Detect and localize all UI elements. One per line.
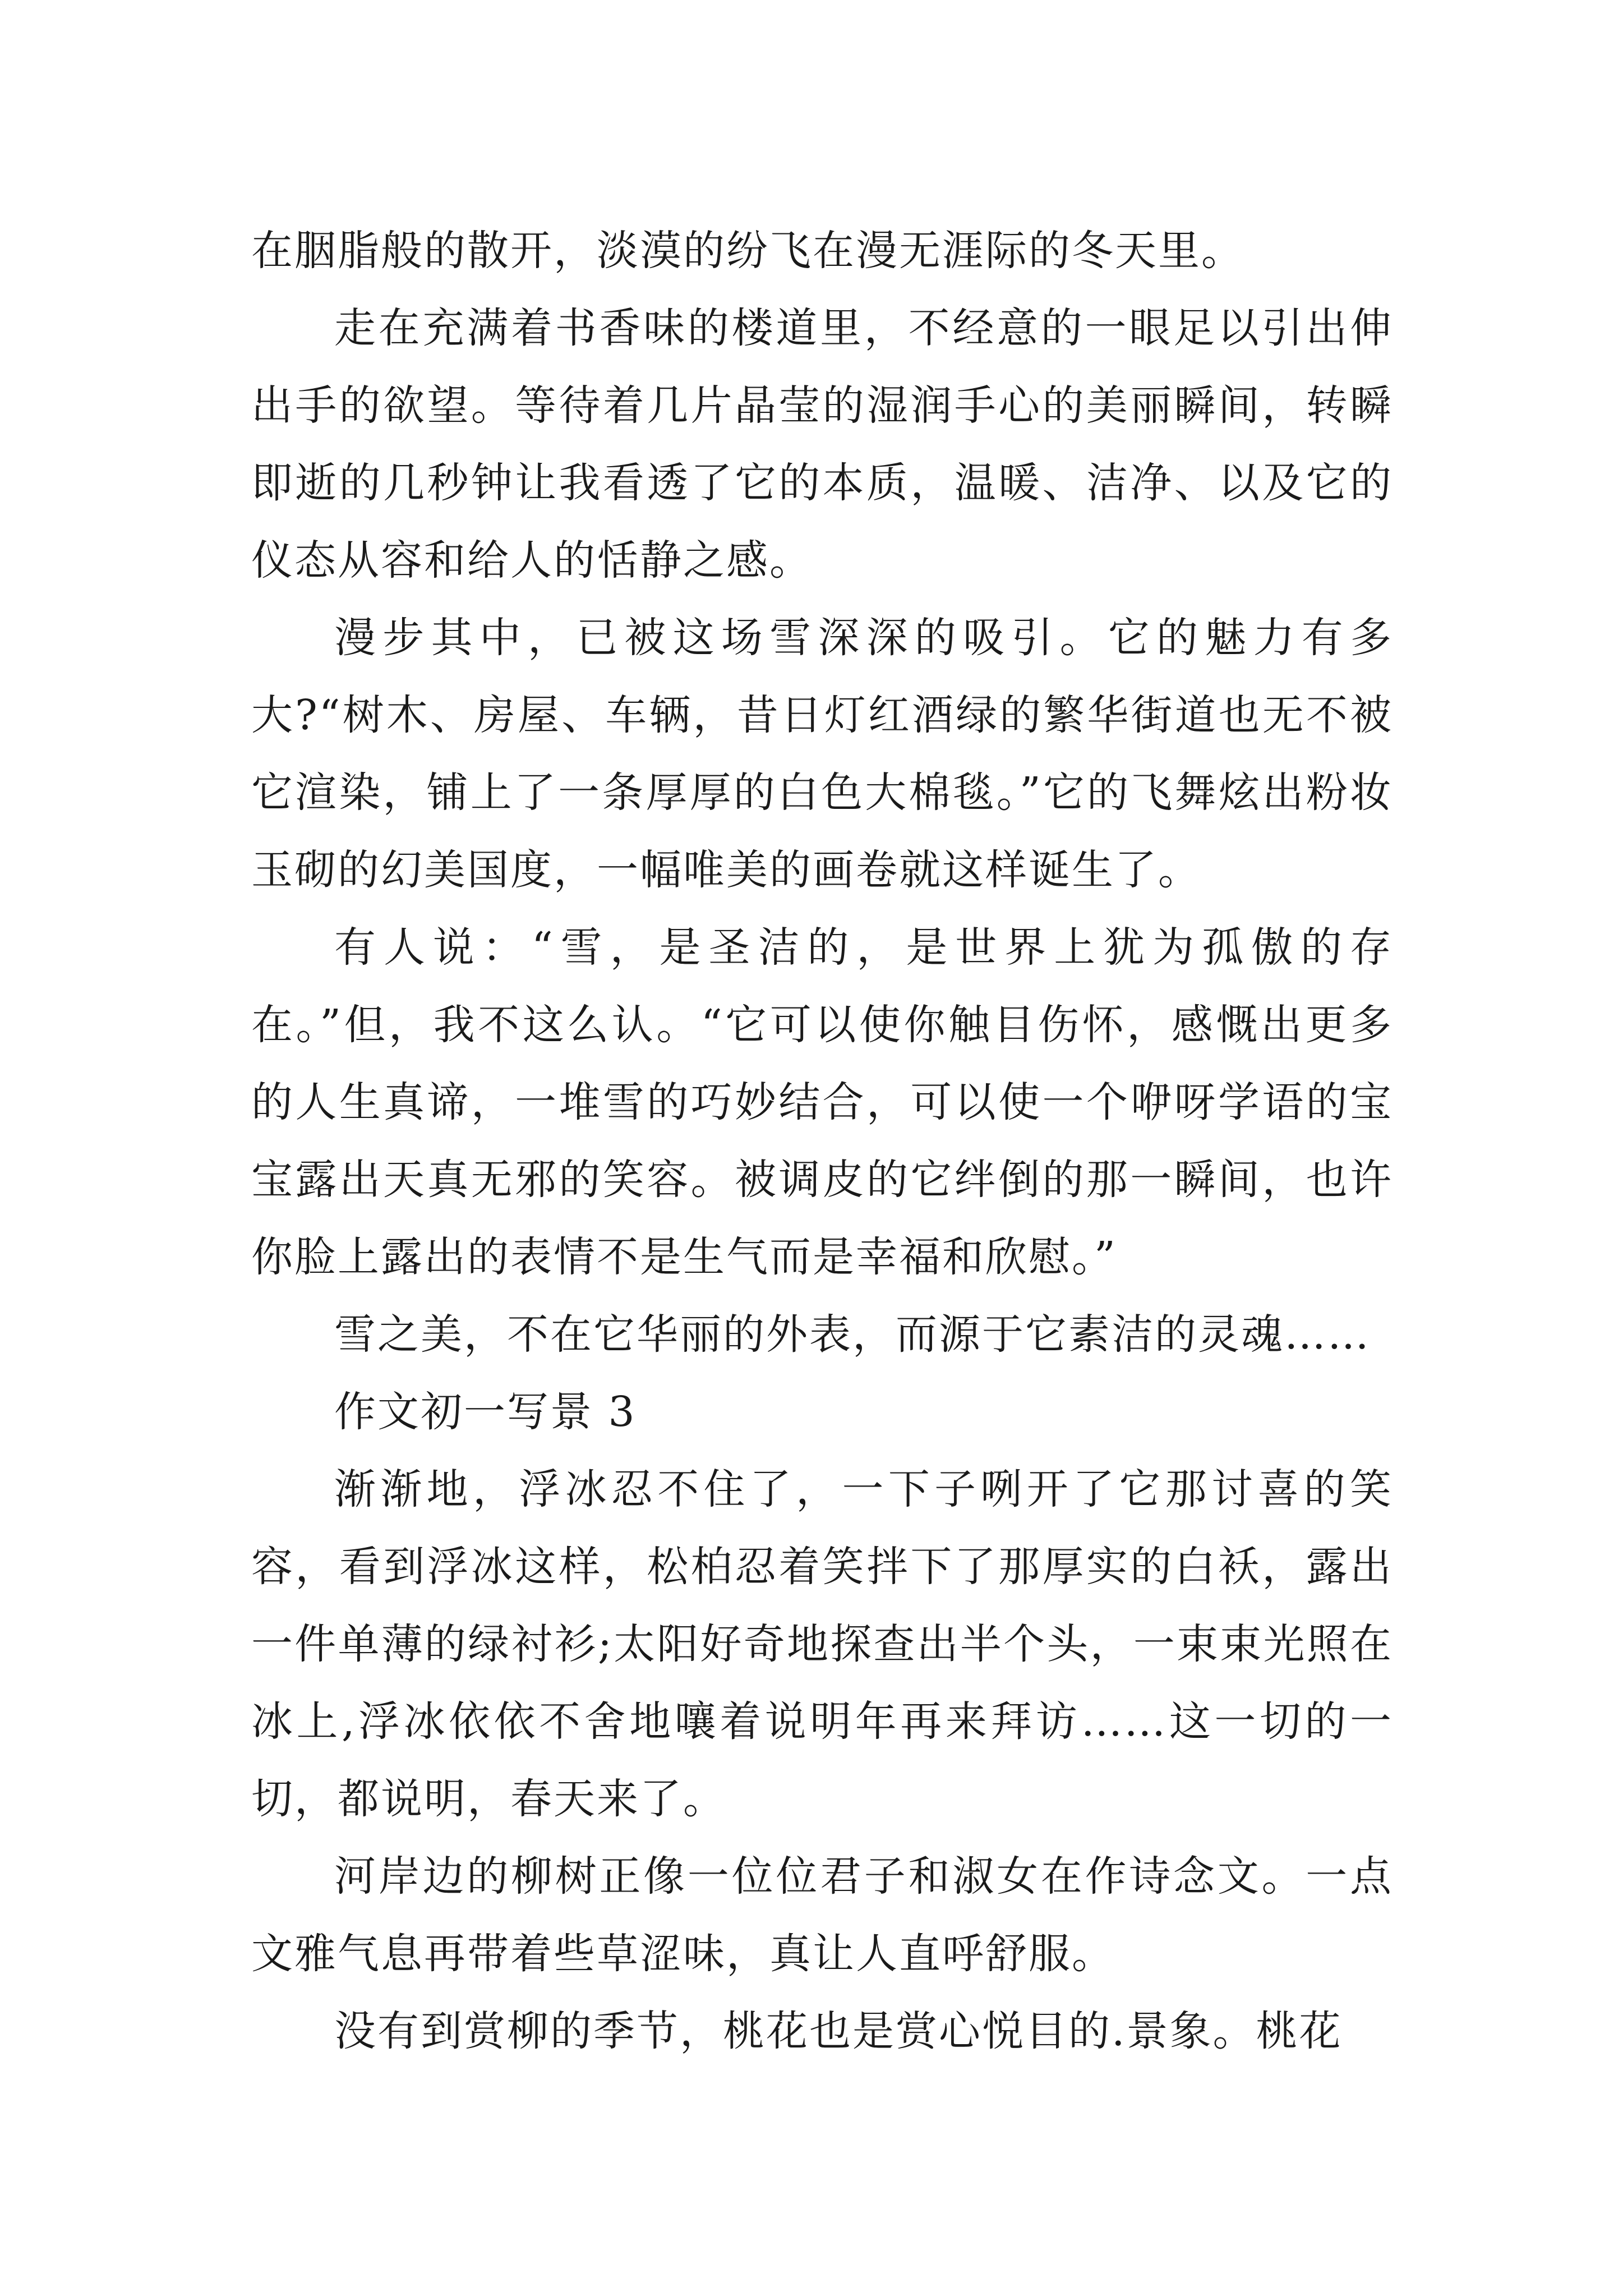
paragraph: 河岸边的柳树正像一位位君子和淑女在作诗念文。一点文雅气息再带着些草涩味，真让人直呼舒服。 <box>251 1852 1393 1978</box>
paragraph: 渐渐地，浮冰忍不住了，一下子咧开了它那讨喜的笑容，看到浮冰这样，松柏忍着笑拌下了那厚实的白袄，露出一件单薄的绿衬衫;太阳好奇地探查出半个头，一束束光照在冰上,浮冰依依不舍地嚷着说明年再来拜访……这一切的一切，都说明，春天来了。 <box>251 1465 1393 1823</box>
section-heading: 作文初一写景 3 <box>334 1388 637 1436</box>
paragraph: 没有到赏柳的季节，桃花也是赏心悦目的.景象。桃花 <box>334 2007 1343 2055</box>
paragraph: 在胭脂般的散开，淡漠的纷飞在漫无涯际的冬天里。 <box>251 227 1244 275</box>
paragraph: 有人说：“雪，是圣洁的，是世界上犹为孤傲的存在。”但，我不这么认。“它可以使你触目伤怀，感慨出更多的人生真谛，一堆雪的巧妙结合，可以使一个咿呀学语的宝宝露出天真无邪的笑容。被调皮的它绊倒的那一瞬间，也许你脸上露出的表情不是生气而是幸福和欣慰。” <box>251 923 1393 1281</box>
paragraph: 走在充满着书香味的楼道里，不经意的一眼足以引出伸出手的欲望。等待着几片晶莹的湿润手心的美丽瞬间，转瞬即逝的几秒钟让我看透了它的本质，温暖、洁净、以及它的仪态从容和给人的恬静之感。 <box>251 304 1393 585</box>
paragraph: 雪之美，不在它华丽的外表，而源于它素洁的灵魂…… <box>334 1310 1371 1359</box>
paragraph: 漫步其中，已被这场雪深深的吸引。它的魅力有多大?“树木、房屋、车辆，昔日灯红酒绿的繁华街道也无不被它渲染，铺上了一条厚厚的白色大棉毯。”它的飞舞炫出粉妆玉砌的幻美国度，一幅唯美的画卷就这样诞生了。 <box>251 614 1393 894</box>
essay-body <box>251 212 1393 2070</box>
